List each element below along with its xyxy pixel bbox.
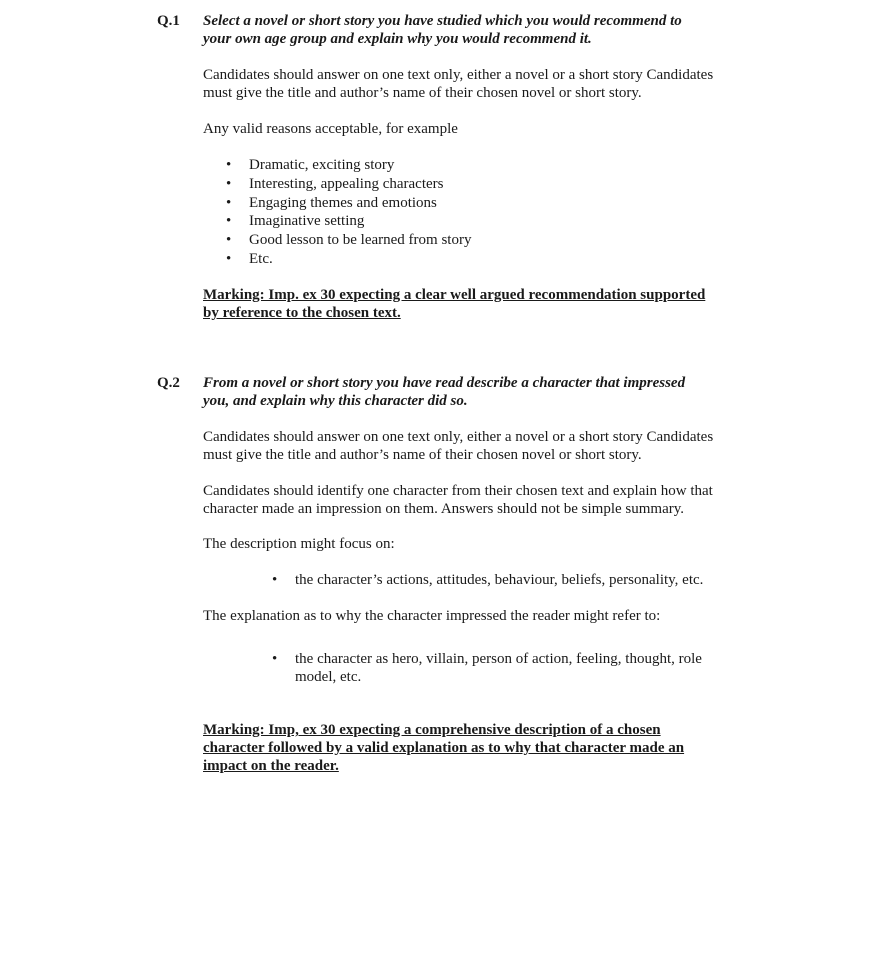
marking-guidance <box>203 286 743 322</box>
question-number: Q.1 <box>157 13 180 29</box>
paragraph-line: Any valid reasons acceptable, for example <box>203 121 458 137</box>
bullet-icon: • <box>226 194 232 211</box>
bullet-icon: • <box>272 572 278 588</box>
list-item-text: Good lesson to be learned from story <box>249 232 472 249</box>
list-item-text: the character as hero, villain, person of action, feeling, thought, role <box>295 651 702 667</box>
list-item <box>203 194 743 213</box>
explanation-list <box>203 650 743 686</box>
marking-guidance <box>203 721 743 775</box>
bullet-icon: • <box>226 213 232 230</box>
reasons-list <box>203 156 743 269</box>
paragraph-line: Candidates should identify one character from their chosen text and explain how that <box>203 483 713 499</box>
list-item-text: Interesting, appealing characters <box>249 175 444 192</box>
paragraph-line: must give the title and author’s name of their chosen novel or short story. <box>203 85 642 101</box>
marking-line: character followed by a valid explanation as to why that character made an <box>203 740 685 756</box>
paragraph-line: The description might focus on: <box>203 536 395 552</box>
bullet-icon: • <box>272 651 278 667</box>
description-list <box>203 571 743 589</box>
question-prompt <box>203 374 743 410</box>
list-item <box>203 231 743 250</box>
bullet-icon: • <box>226 157 232 173</box>
marking-line: Marking: Imp. ex 30 expecting a clear well argued recommendation supported <box>203 287 706 303</box>
character-paragraph <box>203 482 743 518</box>
list-item <box>203 156 743 175</box>
prompt-line: you, and explain why this character did so. <box>203 393 468 409</box>
bullet-icon: • <box>226 175 232 192</box>
list-item <box>203 571 743 589</box>
list-item-text: the character’s actions, attitudes, behaviour, beliefs, personality, etc. <box>295 572 704 588</box>
instructions-paragraph <box>203 66 743 102</box>
prompt-line: your own age group and explain why you would recommend it. <box>203 31 592 47</box>
list-item-text: Etc. <box>249 250 273 267</box>
paragraph-line: must give the title and author’s name of their chosen novel or short story. <box>203 447 642 463</box>
bullet-icon: • <box>226 250 232 267</box>
question-number: Q.2 <box>157 375 180 391</box>
question-prompt <box>203 12 743 48</box>
explanation-intro <box>203 607 743 625</box>
prompt-line: Select a novel or short story you have studied which you would recommend to <box>203 13 682 29</box>
paragraph-line: character made an impression on them. Answers should not be simple summary. <box>203 501 685 517</box>
paragraph-line: Candidates should answer on one text only, either a novel or a short story Candidates <box>203 67 714 83</box>
marking-line: impact on the reader. <box>203 758 339 774</box>
list-item <box>203 250 743 269</box>
bullet-icon: • <box>226 232 232 249</box>
instructions-paragraph <box>203 428 743 464</box>
list-item-text: Dramatic, exciting story <box>249 157 395 173</box>
paragraph-line: Candidates should answer on one text only, either a novel or a short story Candidates <box>203 429 714 445</box>
paragraph-line: The explanation as to why the character impressed the reader might refer to: <box>203 608 661 624</box>
marking-line: by reference to the chosen text. <box>203 305 401 321</box>
description-intro <box>203 535 743 553</box>
list-item <box>203 175 743 194</box>
bullet-list <box>203 156 743 269</box>
list-item-text: Engaging themes and emotions <box>249 194 437 211</box>
list-item-text: Imaginative setting <box>249 213 365 230</box>
prompt-line: From a novel or short story you have read describe a character that impressed <box>203 375 686 391</box>
list-item <box>203 650 743 686</box>
list-item-text: model, etc. <box>295 669 362 685</box>
bullet-list <box>203 571 743 589</box>
marking-line: Marking: Imp, ex 30 expecting a comprehensive description of a chosen <box>203 722 661 738</box>
reasons-intro <box>203 120 743 138</box>
bullet-list <box>203 650 743 686</box>
list-item <box>203 212 743 231</box>
